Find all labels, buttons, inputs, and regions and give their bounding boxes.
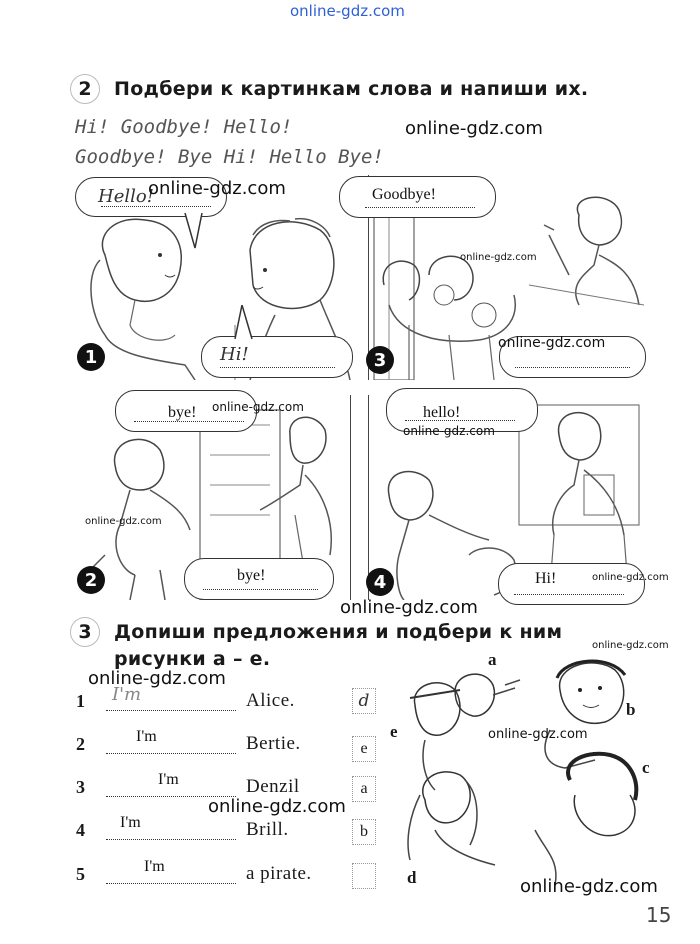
picture-1-bottom-answer: Hi! xyxy=(220,344,249,365)
picture-2-top-answer: bye! xyxy=(168,404,197,421)
answer-line xyxy=(101,206,211,207)
row-letter: e xyxy=(360,740,368,757)
characters-drawing xyxy=(385,650,665,895)
watermark: online-gdz.com xyxy=(208,796,346,817)
picture-1-bottom-bubble-tail xyxy=(230,305,260,340)
answer-line xyxy=(106,839,236,840)
sentence-row xyxy=(76,684,376,718)
sentence-row xyxy=(76,814,376,847)
answer-line xyxy=(405,420,515,421)
answer-line xyxy=(365,207,475,208)
row-word: Bertie. xyxy=(246,733,301,754)
picture-1-top-answer: Hello! xyxy=(98,186,154,207)
row-letter-box xyxy=(352,819,376,845)
row-answer: I'm xyxy=(120,814,141,831)
picture-letter-d: d xyxy=(407,868,417,887)
watermark: online-gdz.com xyxy=(498,335,606,351)
sentence-row xyxy=(76,858,376,891)
row-letter-box xyxy=(352,688,376,714)
picture-4-number: 4 xyxy=(366,568,394,596)
row-answer: I'm xyxy=(158,771,179,788)
picture-3-number: 3 xyxy=(366,346,394,374)
row-word: Brill. xyxy=(246,819,289,840)
picture-1-bottom-bubble xyxy=(201,336,353,378)
row-letter-box xyxy=(352,776,376,802)
exercise-number-badge: 3 xyxy=(70,617,100,647)
watermark: online-gdz.com xyxy=(340,597,478,618)
page-number: 15 xyxy=(646,903,672,927)
row-number: 1 xyxy=(76,691,85,711)
picture-1-top-bubble-tail xyxy=(180,213,210,253)
row-word: a pirate. xyxy=(246,863,312,884)
watermark: online-gdz.com xyxy=(148,178,286,199)
watermark: online-gdz.com xyxy=(405,118,543,139)
picture-letter-c: c xyxy=(642,758,650,777)
picture-4-bottom-answer: Hi! xyxy=(535,570,557,587)
row-letter: d xyxy=(358,691,370,711)
row-letter: b xyxy=(360,823,368,840)
watermark-top: online-gdz.com xyxy=(290,2,405,20)
word-bank-line-2: Goodbye! Bye Hi! Hello Bye! xyxy=(75,146,384,168)
exercise-3-instruction-line-2: рисунки а – е. xyxy=(114,648,271,670)
row-letter-box xyxy=(352,736,376,762)
answer-line xyxy=(515,367,630,368)
row-letter-box xyxy=(352,863,376,889)
answer-line xyxy=(203,589,318,590)
row-number: 4 xyxy=(76,820,85,840)
answer-line xyxy=(514,594,624,595)
picture-2-bottom-bubble xyxy=(184,558,334,600)
answer-line xyxy=(220,367,335,368)
sentence-list xyxy=(76,684,376,898)
picture-4-bottom-bubble xyxy=(498,563,645,605)
picture-1-number: 1 xyxy=(77,343,105,371)
row-answer: I'm xyxy=(136,728,157,745)
watermark: online-gdz.com xyxy=(520,876,658,897)
exercise-2-instruction: Подбери к картинкам слова и напиши их. xyxy=(114,78,589,100)
watermark: online-gdz.com xyxy=(85,516,162,527)
exercise-3-instruction-line-1: Допиши предложения и подбери к ним xyxy=(114,621,563,643)
answer-line xyxy=(106,883,236,884)
answer-line xyxy=(134,421,244,422)
picture-letter-b: b xyxy=(626,700,636,719)
watermark: online-gdz.com xyxy=(212,400,304,414)
row-word: Denzil xyxy=(246,776,300,797)
word-bank-line-1: Hi! Goodbye! Hello! xyxy=(75,116,293,138)
exercise-number-badge: 2 xyxy=(70,74,100,104)
picture-2-bottom-answer: bye! xyxy=(237,567,266,584)
watermark: online-gdz.com xyxy=(88,668,226,689)
answer-line xyxy=(106,710,236,711)
picture-4-top-answer: hello! xyxy=(423,404,461,421)
sentence-row xyxy=(76,728,376,761)
row-number: 2 xyxy=(76,734,85,754)
row-answer: I'm xyxy=(144,858,165,875)
watermark: online-gdz.com xyxy=(403,424,495,438)
picture-2-number: 2 xyxy=(77,566,105,594)
picture-3-top-answer: Goodbye! xyxy=(372,186,436,203)
row-word: Alice. xyxy=(246,690,295,711)
picture-letter-a: a xyxy=(488,650,497,669)
picture-letter-e: e xyxy=(390,722,398,741)
picture-3-top-bubble xyxy=(339,176,496,218)
characters-illustration xyxy=(385,650,665,895)
row-letter: a xyxy=(360,780,368,797)
watermark: online-gdz.com xyxy=(488,727,588,742)
watermark: online-gdz.com xyxy=(460,252,537,263)
watermark: online-gdz.com xyxy=(592,572,669,583)
row-number: 5 xyxy=(76,864,85,884)
row-number: 3 xyxy=(76,777,85,797)
answer-line xyxy=(106,753,236,754)
watermark: online-gdz.com xyxy=(592,640,669,651)
row-answer: I'm xyxy=(112,684,142,705)
